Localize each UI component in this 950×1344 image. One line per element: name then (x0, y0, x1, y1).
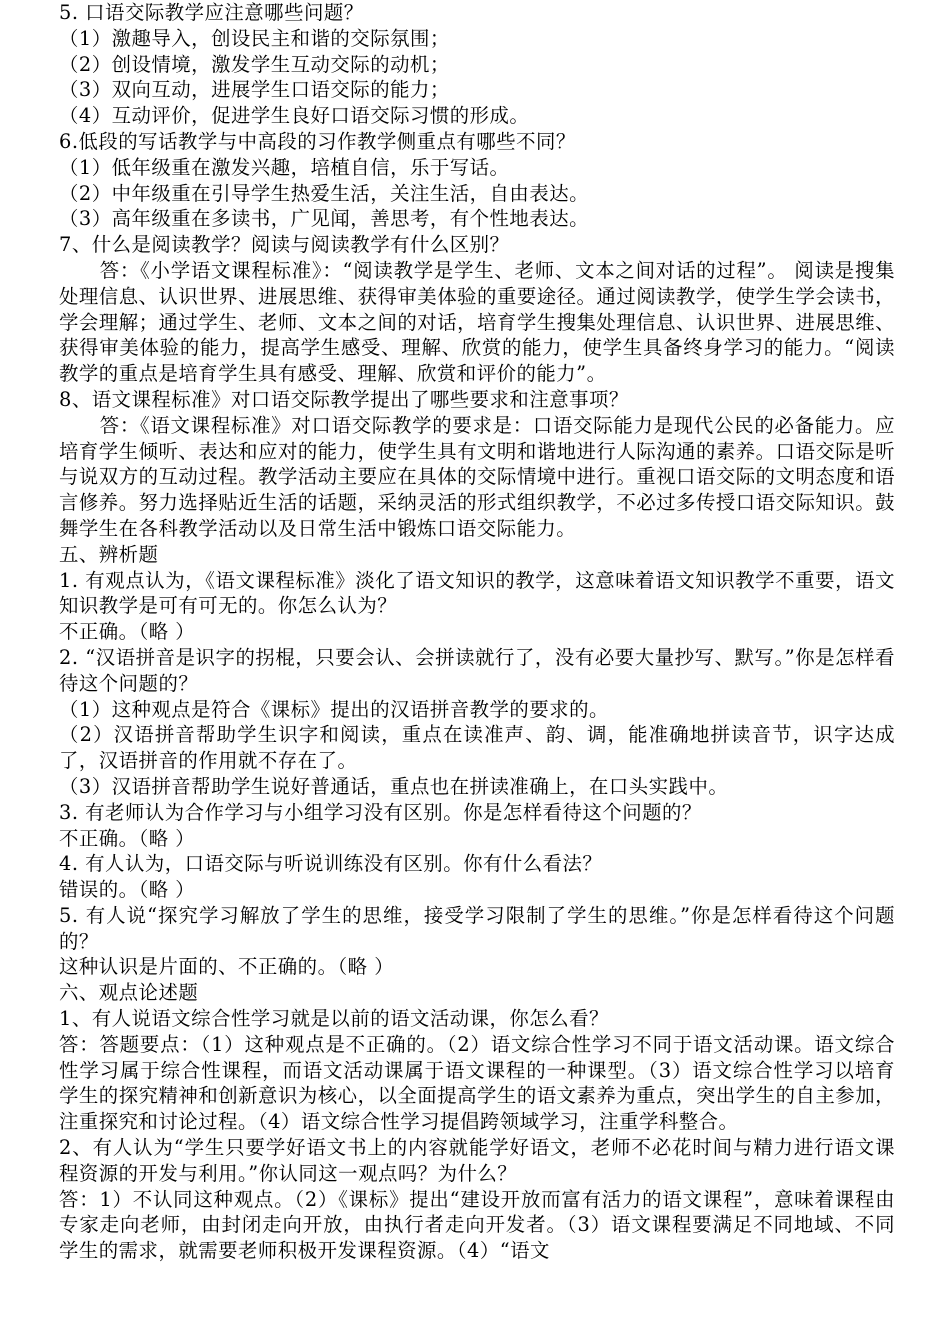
analysis-answer: 不正确。（略 ） (59, 620, 196, 644)
analysis-question: 2. “汉语拼音是识字的拐棍，只要会认、会拼读就行了，没有必要大量抄写、默写。”你是怎样看待这个问题的？ (59, 645, 895, 695)
answer-item: （2）汉语拼音帮助学生识字和阅读，重点在读准声、韵、调，能准确地拼读音节，识字达成了，汉语拼音的作用就不存在了。 (59, 723, 895, 773)
analysis-answer: 不正确。（略 ） (59, 826, 196, 850)
question-6-heading: 6.低段的写话教学与中高段的习作教学侧重点有哪些不同？ (59, 129, 576, 153)
answer-item: （3）双向互动，进展学生口语交际的能力； (59, 78, 450, 102)
analysis-question: 4. 有人认为，口语交际与听说训练没有区别。你有什么看法？ (59, 852, 603, 876)
answer-item: （1）这种观点是符合《课标》提出的汉语拼音教学的要求的。 (59, 697, 609, 721)
answer-item: （2）中年级重在引导学生热爱生活，关注生活，自由表达。 (59, 181, 589, 205)
answer-item: （3）汉语拼音帮助学生说好普通话，重点也在拼读准确上，在口头实践中。 (59, 774, 729, 798)
argument-answer: 答：答题要点：（1）这种观点是不正确的。（2）语文综合性学习不同于语文活动课。语文综合性学习属于综合性课程，而语文活动课属于语文课程的一种课型。（3）语文综合性学习以培育学生的探究精神和创新意识为核心，以全面提高学生的语文素养为重点，突出学生的自主参加，注重探究和讨论过程。（4）语文综合性学习提倡跨领域学习，注重学科整合。 (59, 1032, 895, 1134)
answer-item: （3）高年级重在多读书，广见闻，善思考，有个性地表达。 (59, 207, 589, 231)
question-5-heading: 5. 口语交际教学应注意哪些问题？ (59, 1, 364, 24)
question-8-heading: 8、语文课程标准》对口语交际教学提出了哪些要求和注意事项？ (59, 387, 629, 411)
answer-item: （4）互动评价，促进学生良好口语交际习惯的形成。 (59, 104, 530, 128)
argument-question: 1、有人说语文综合性学习就是以前的语文活动课，你怎么看？ (59, 1007, 609, 1031)
document-body (59, 0, 895, 1264)
answer-paragraph: 答：《语文课程标准》对口语交际教学的要求是：口语交际能力是现代公民的必备能力。应培育学生倾听、表达和应对的能力，使学生具有文明和谐地进行人际沟通的素养。口语交际是听与说双方的互动过程。教学活动主要应在具体的交际情境中进行。重视口语交际的文明态度和语言修养。努力选择贴近生活的话题，采纳灵活的形式组织教学，不必过多传授口语交际知识。鼓舞学生在各科教学活动以及日常生活中锻炼口语交际能力。 (59, 413, 895, 540)
argument-question: 2、有人认为“学生只要学好语文书上的内容就能学好语文，老师不必花时间与精力进行语文课程资源的开发与利用。”你认同这一观点吗？为什么？ (59, 1136, 895, 1185)
analysis-question: 1. 有观点认为，《语文课程标准》淡化了语文知识的教学，这意味着语文知识教学不重要，语文知识教学是可有可无的。你怎么认为？ (59, 568, 895, 618)
argument-answer: 答：1）不认同这种观点。（2）《课标》提出“建设开放而富有活力的语文课程”，意味着课程由专家走向老师，由封闭走向开放，由执行者走向开发者。（3）语文课程要满足不同地域、不同学生的需求，就需要老师积极开发课程资源。（4）“语文 (59, 1187, 895, 1263)
analysis-question: 3. 有老师认为合作学习与小组学习没有区别。你是怎样看待这个问题的？ (59, 800, 702, 824)
section-heading-argument: 六、观点论述题 (59, 981, 199, 1005)
section-heading-analysis: 五、辨析题 (59, 542, 159, 566)
analysis-answer: 错误的。（略 ） (59, 878, 196, 902)
answer-item: （1）低年级重在激发兴趣，培植自信，乐于写话。 (59, 155, 510, 179)
answer-paragraph: 答：《小学语文课程标准》：“阅读教学是学生、老师、文本之间对话的过程”。 阅读是搜集处理信息、认识世界、进展思维、获得审美体验的重要途径。通过阅读教学，使学生学会读书，学会理解；通过学生、老师、文本之间的对话，培育学生搜集处理信息、认识世界、进展思维、获得审美体验的能力，提高学生感受、理解、欣赏的能力，使学生具备终身学习的能力。“阅读教学的重点是培育学生具有感受、理解、欣赏和评价的能力”。 (59, 258, 895, 386)
answer-item: （1）激趣导入，创设民主和谐的交际氛围； (59, 26, 450, 50)
answer-item: （2）创设情境，激发学生互动交际的动机； (59, 52, 450, 76)
question-7-heading: 7、什么是阅读教学？阅读与阅读教学有什么区别？ (59, 233, 510, 257)
analysis-question: 5. 有人说“探究学习解放了学生的思维，接受学习限制了学生的思维。”你是怎样看待这个问题的？ (59, 903, 895, 953)
analysis-answer: 这种认识是片面的、不正确的。（略 ） (59, 955, 395, 979)
